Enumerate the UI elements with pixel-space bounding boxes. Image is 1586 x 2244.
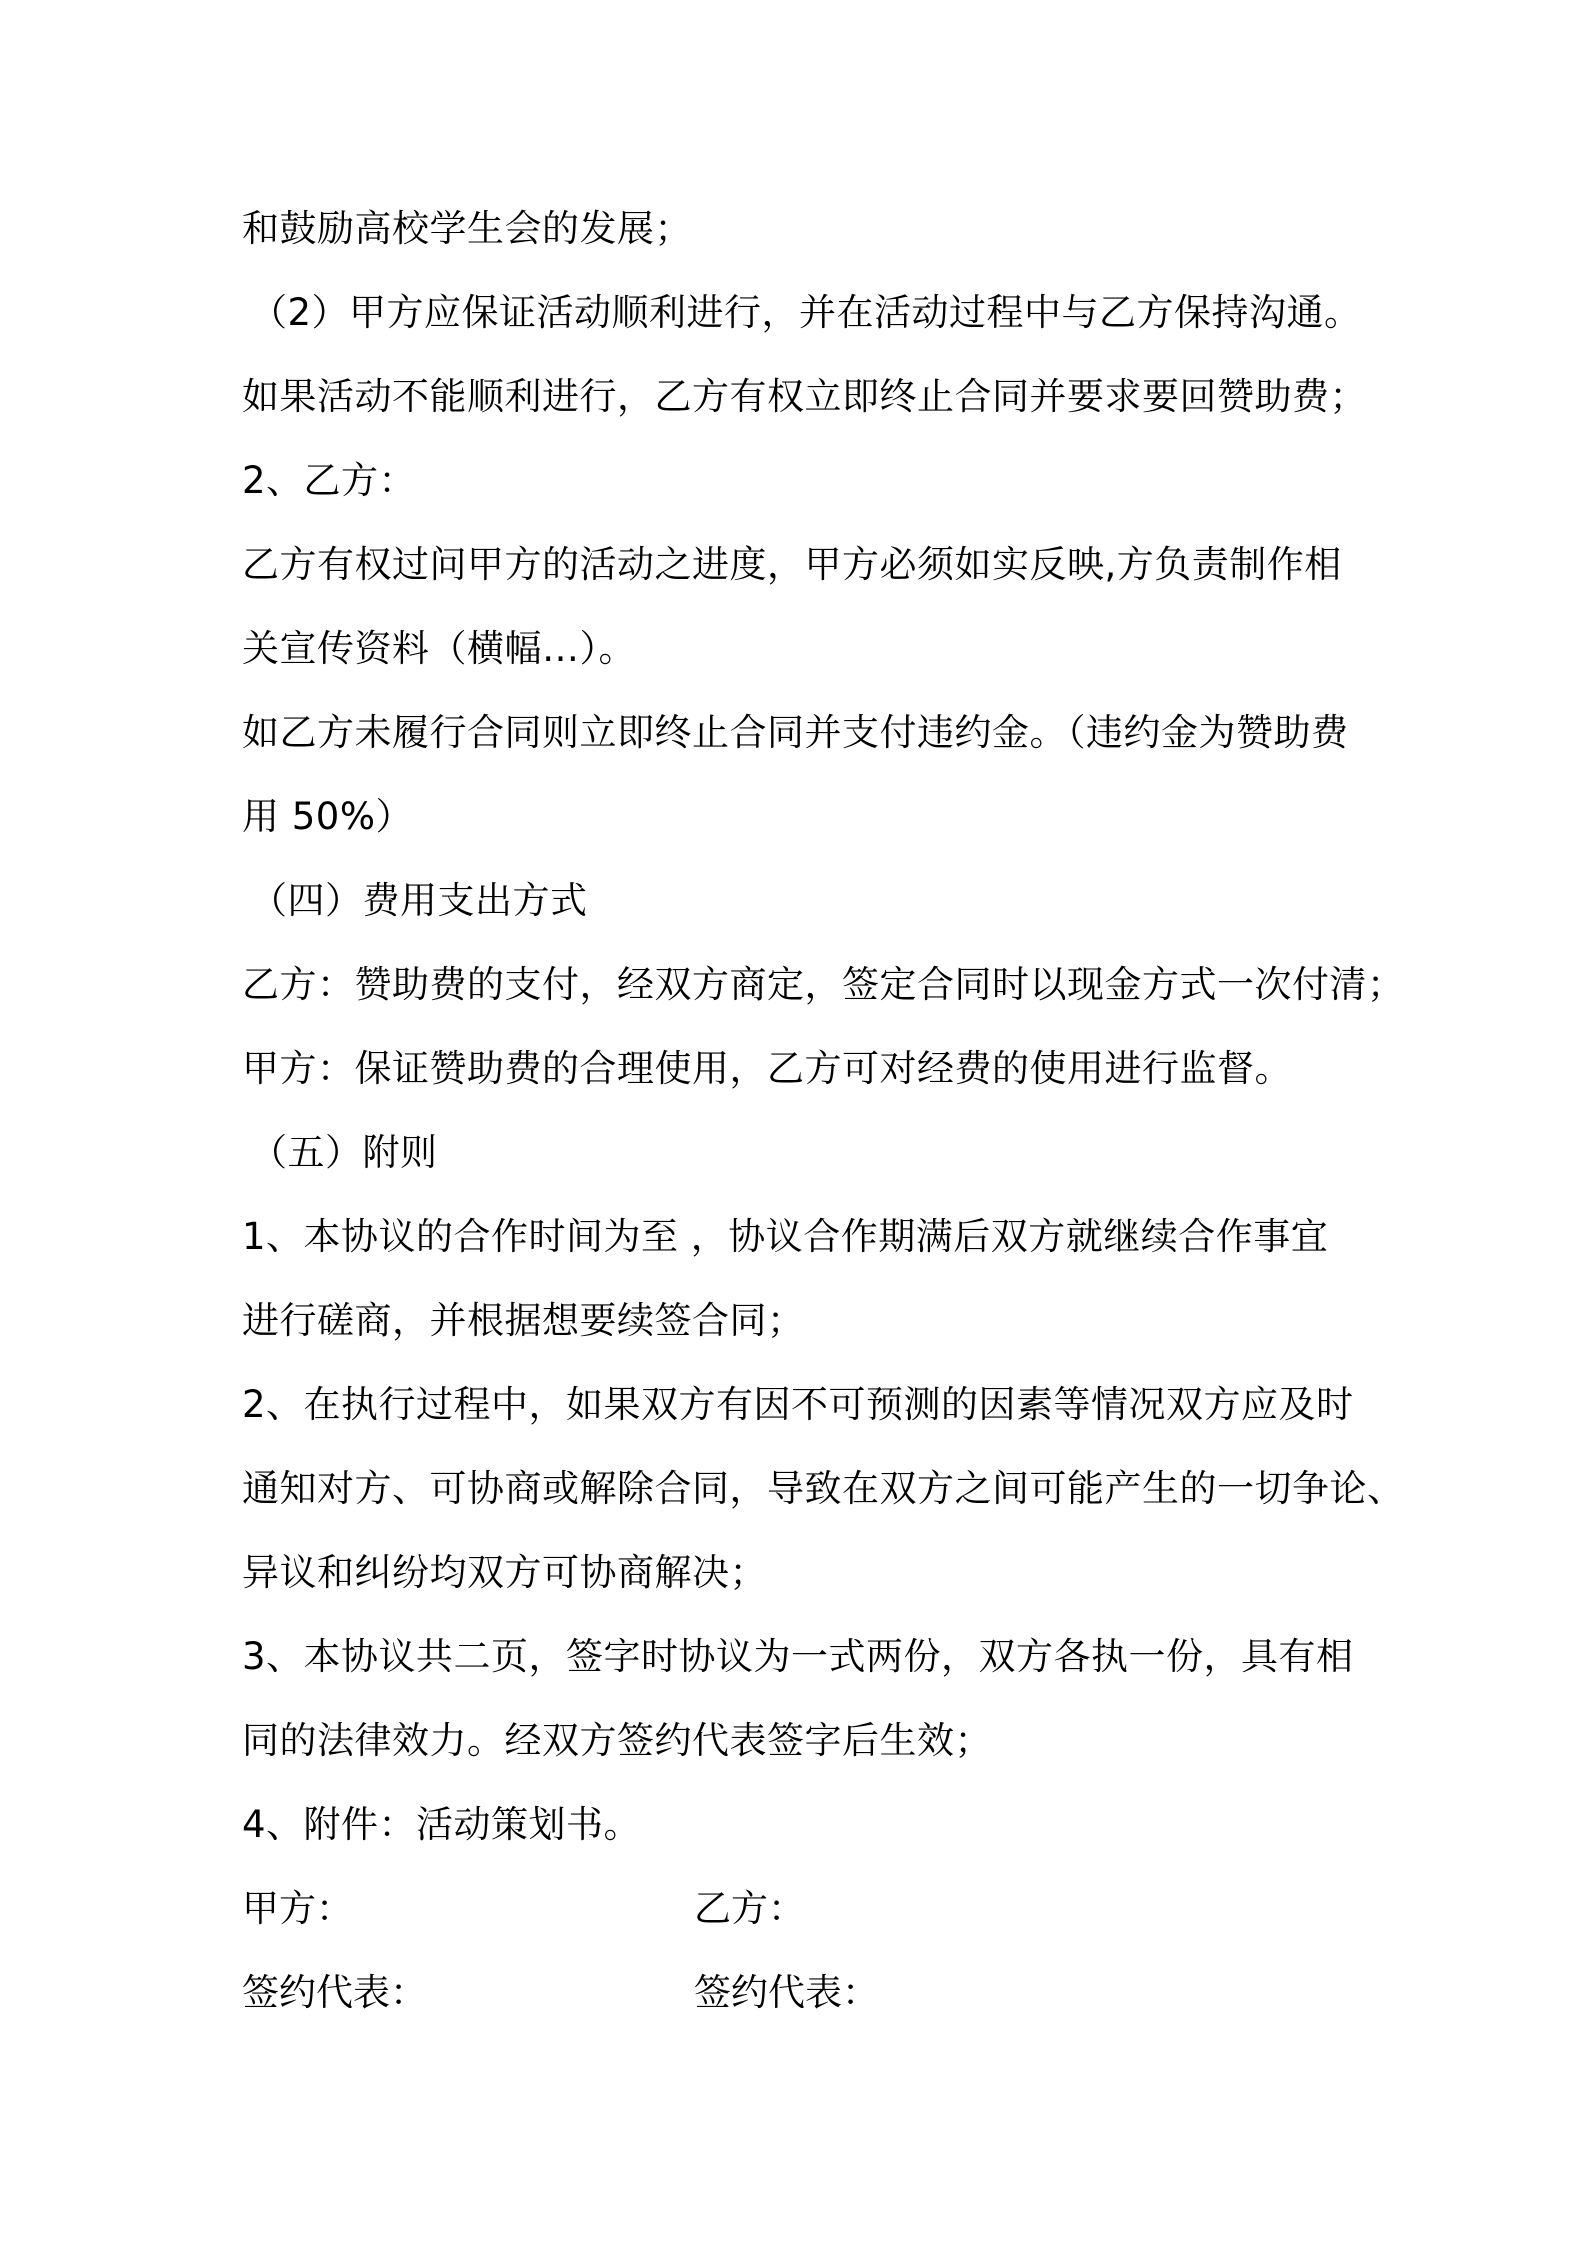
text-line: 如果活动不能顺利进行，乙方有权立即终止合同并要求要回赞助费； <box>242 375 1367 418</box>
text-line: 2、在执行过程中，如果双方有因不可预测的因素等情况双方应及时 <box>242 1383 1354 1426</box>
section-heading: （四）费用支出方式 <box>250 879 588 922</box>
text-line: 甲方：保证赞助费的合理使用，乙方可对经费的使用进行监督。 <box>242 1047 1292 1090</box>
text-line: 进行磋商，并根据想要续签合同； <box>242 1299 805 1342</box>
text-line: 4、附件：活动策划书。 <box>242 1803 642 1846</box>
text-line: 同的法律效力。经双方签约代表签字后生效； <box>242 1719 992 1762</box>
text-line: 和鼓励高校学生会的发展； <box>242 207 692 250</box>
section-heading: （五）附则 <box>250 1131 438 1174</box>
representative-a-label: 签约代表： <box>242 1971 427 2014</box>
text-line: 3、本协议共二页，签字时协议为一式两份，双方各执一份，具有相 <box>242 1635 1354 1678</box>
text-line: 1、本协议的合作时间为至 ，协议合作期满后双方就继续合作事宜 <box>242 1215 1329 1258</box>
section-heading: 2、乙方： <box>242 459 417 502</box>
representative-b-label: 签约代表： <box>694 1971 879 2014</box>
text-line: 异议和纠纷均双方可协商解决； <box>242 1551 767 1594</box>
text-line: 如乙方未履行合同则立即终止合同并支付违约金。（违约金为赞助费 <box>242 711 1349 754</box>
text-line: 乙方有权过问甲方的活动之进度，甲方必须如实反映,方负责制作相 <box>242 543 1342 586</box>
party-b-label: 乙方： <box>694 1887 805 1930</box>
text-line: 通知对方、可协商或解除合同，导致在双方之间可能产生的一切争论、 <box>242 1467 1405 1510</box>
text-line: （2）甲方应保证活动顺利进行，并在活动过程中与乙方保持沟通。 <box>250 291 1362 334</box>
text-line: 乙方：赞助费的支付，经双方商定，签定合同时以现金方式一次付清； <box>242 963 1405 1006</box>
text-line: 关宣传资料（横幅…）。 <box>242 627 636 670</box>
party-a-label: 甲方： <box>242 1887 353 1930</box>
text-line: 用 50%） <box>242 795 413 838</box>
